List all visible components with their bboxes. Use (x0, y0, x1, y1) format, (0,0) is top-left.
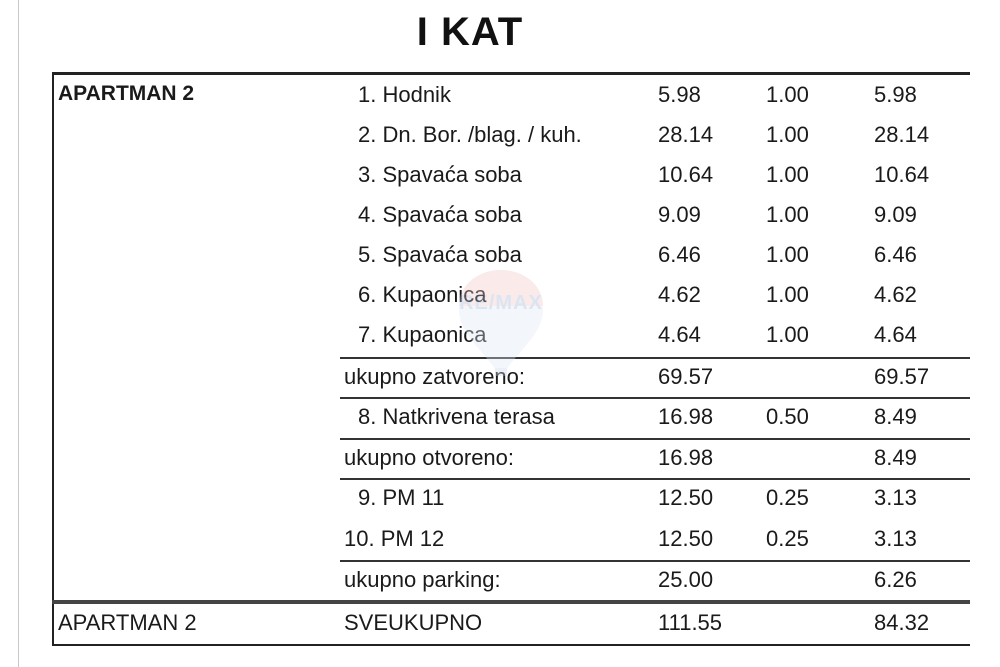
room-net-area: 4.64 (874, 322, 917, 347)
room-label: 3. Spavaća soba (358, 162, 522, 187)
room-net-area: 9.09 (874, 202, 917, 227)
page-title: I KAT (416, 10, 524, 54)
room-coefficient: 1.00 (766, 162, 809, 187)
remax-balloon-watermark (455, 268, 547, 378)
table-bottom-rule (52, 644, 970, 646)
room-net-area: 8.49 (874, 404, 917, 429)
subtotal-label: ukupno otvoreno: (344, 445, 515, 470)
room-coefficient: 1.00 (766, 82, 809, 107)
watermark-text: RE/MAX (459, 292, 543, 314)
subtotal-net-area: 8.49 (874, 445, 917, 470)
subtotal-area: 69.57 (658, 364, 714, 389)
table-row (52, 154, 970, 194)
room-coefficient: 0.25 (766, 485, 809, 510)
total-apartment-name: APARTMAN 2 (58, 610, 197, 635)
room-area: 12.50 (658, 485, 714, 510)
room-label: 10. PM 12 (344, 526, 445, 551)
subtotal-open-row (52, 437, 970, 477)
room-label: 2. Dn. Bor. /blag. / kuh. (358, 122, 582, 147)
room-net-area: 5.98 (874, 82, 917, 107)
table-row (52, 194, 970, 234)
apartment-name: APARTMAN 2 (58, 82, 195, 105)
room-coefficient: 0.25 (766, 526, 809, 551)
room-coefficient: 0.50 (766, 404, 809, 429)
subtotal-net-area: 6.26 (874, 567, 917, 592)
balloon-icon (455, 268, 547, 378)
room-area: 28.14 (658, 122, 714, 147)
room-area: 5.98 (658, 82, 701, 107)
page-margin-line (18, 0, 19, 667)
room-coefficient: 1.00 (766, 282, 809, 307)
room-net-area: 10.64 (874, 162, 930, 187)
room-label: 1. Hodnik (358, 82, 451, 107)
room-net-area: 3.13 (874, 526, 917, 551)
room-area: 12.50 (658, 526, 714, 551)
subtotal-label: ukupno parking: (344, 567, 501, 592)
room-net-area: 6.46 (874, 242, 917, 267)
room-coefficient: 1.00 (766, 202, 809, 227)
total-area: 111.55 (658, 610, 723, 635)
subtotal-net-area: 69.57 (874, 364, 930, 389)
room-area: 4.62 (658, 282, 701, 307)
grand-total-row (52, 602, 970, 642)
table-row (52, 477, 970, 517)
subtotal-area: 25.00 (658, 567, 714, 592)
room-label: 4. Spavaća soba (358, 202, 522, 227)
table-row (52, 518, 970, 558)
room-area: 6.46 (658, 242, 701, 267)
room-net-area: 3.13 (874, 485, 917, 510)
room-label: 5. Spavaća soba (358, 242, 522, 267)
subtotal-parking-row (52, 559, 970, 599)
room-area: 4.64 (658, 322, 701, 347)
room-coefficient: 1.00 (766, 242, 809, 267)
room-coefficient: 1.00 (766, 322, 809, 347)
table-row (52, 74, 970, 114)
total-label: SVEUKUPNO (344, 610, 483, 635)
total-net-area: 84.32 (874, 610, 930, 635)
room-label: 9. PM 11 (358, 485, 445, 510)
subtotal-area: 16.98 (658, 445, 714, 470)
room-net-area: 4.62 (874, 282, 917, 307)
room-area: 10.64 (658, 162, 714, 187)
room-label: 6. Kupaonica (358, 282, 487, 307)
room-area: 16.98 (658, 404, 714, 429)
subtotal-label: ukupno zatvoreno: (344, 364, 526, 389)
room-coefficient: 1.00 (766, 122, 809, 147)
room-area: 9.09 (658, 202, 701, 227)
room-label: 7. Kupaonica (358, 322, 487, 347)
room-label: 8. Natkrivena terasa (358, 404, 555, 429)
room-net-area: 28.14 (874, 122, 930, 147)
table-row (52, 114, 970, 154)
table-row (52, 396, 970, 436)
